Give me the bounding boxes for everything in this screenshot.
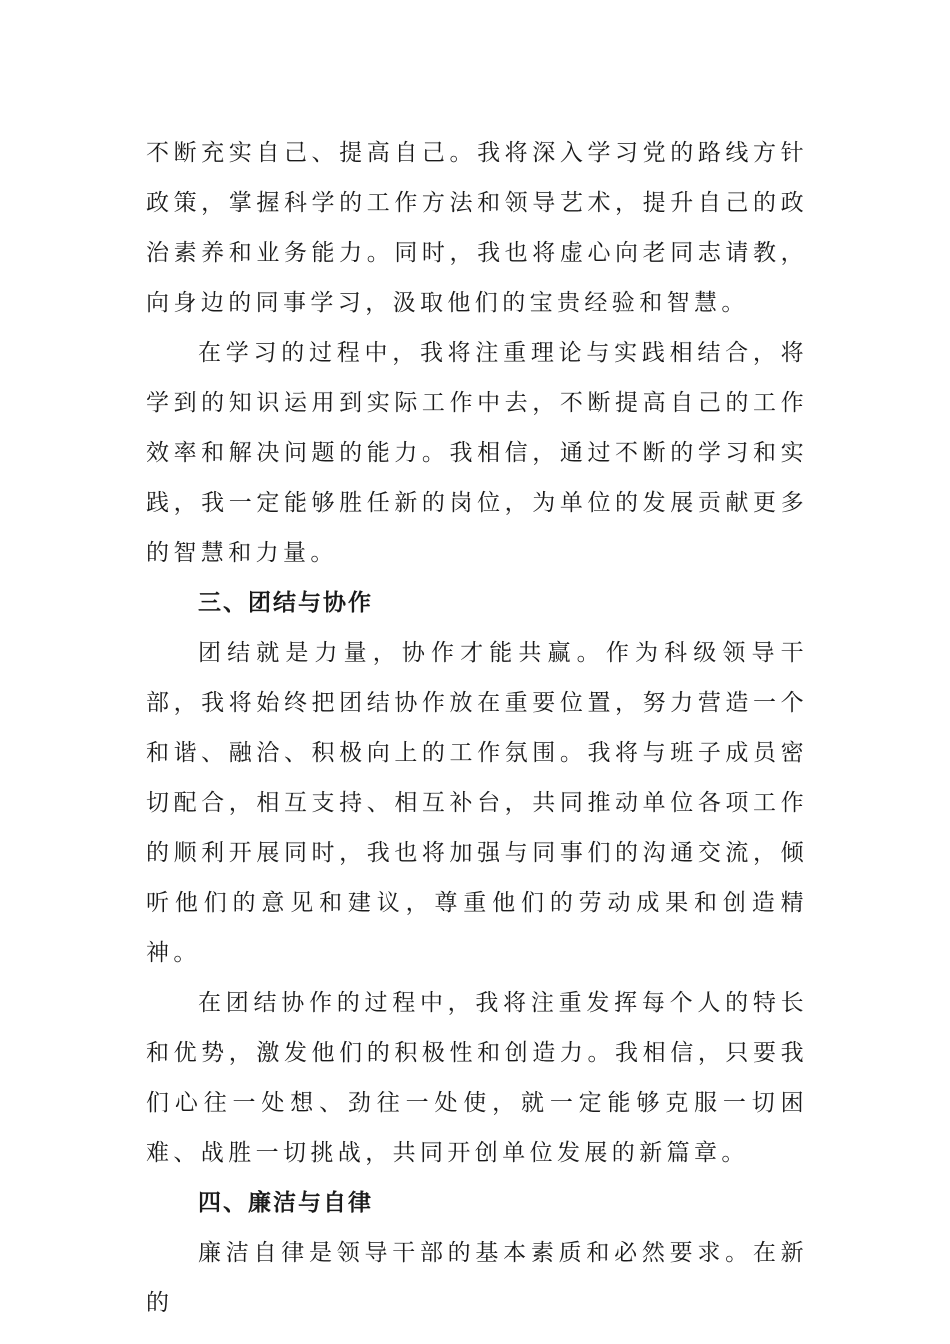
body-paragraph: 在学习的过程中，我将注重理论与实践相结合，将学到的知识运用到实际工作中去，不断提高自己的工作效率和解决问题的能力。我相信，通过不断的学习和实践，我一定能够胜任新的岗位，为单位的发展贡献更多的智慧和力量。 [146,340,808,566]
document-page [146,128,808,1328]
section-heading: 四、廉洁与自律 [198,1190,373,1216]
body-paragraph: 团结就是力量，协作才能共赢。作为科级领导干部，我将始终把团结协作放在重要位置，努力营造一个和谐、融洽、积极向上的工作氛围。我将与班子成员密切配合，相互支持、相互补台，共同推动单位各项工作的顺利开展同时，我也将加强与同事们的沟通交流，倾听他们的意见和建议，尊重他们的劳动成果和创造精神。 [146,640,808,966]
section-heading: 三、团结与协作 [198,590,373,616]
body-paragraph: 在团结协作的过程中，我将注重发挥每个人的特长和优势，激发他们的积极性和创造力。我相信，只要我们心往一处想、劲往一处使，就一定能够克服一切困难、战胜一切挑战，共同开创单位发展的新篇章。 [146,990,808,1166]
body-paragraph-continued: 不断充实自己、提高自己。我将深入学习党的路线方针政策，掌握科学的工作方法和领导艺术，提升自己的政治素养和业务能力。同时，我也将虚心向老同志请教，向身边的同事学习，汲取他们的宝贵经验和智慧。 [146,140,808,316]
body-paragraph: 廉洁自律是领导干部的基本素质和必然要求。在新的 [146,1240,808,1316]
